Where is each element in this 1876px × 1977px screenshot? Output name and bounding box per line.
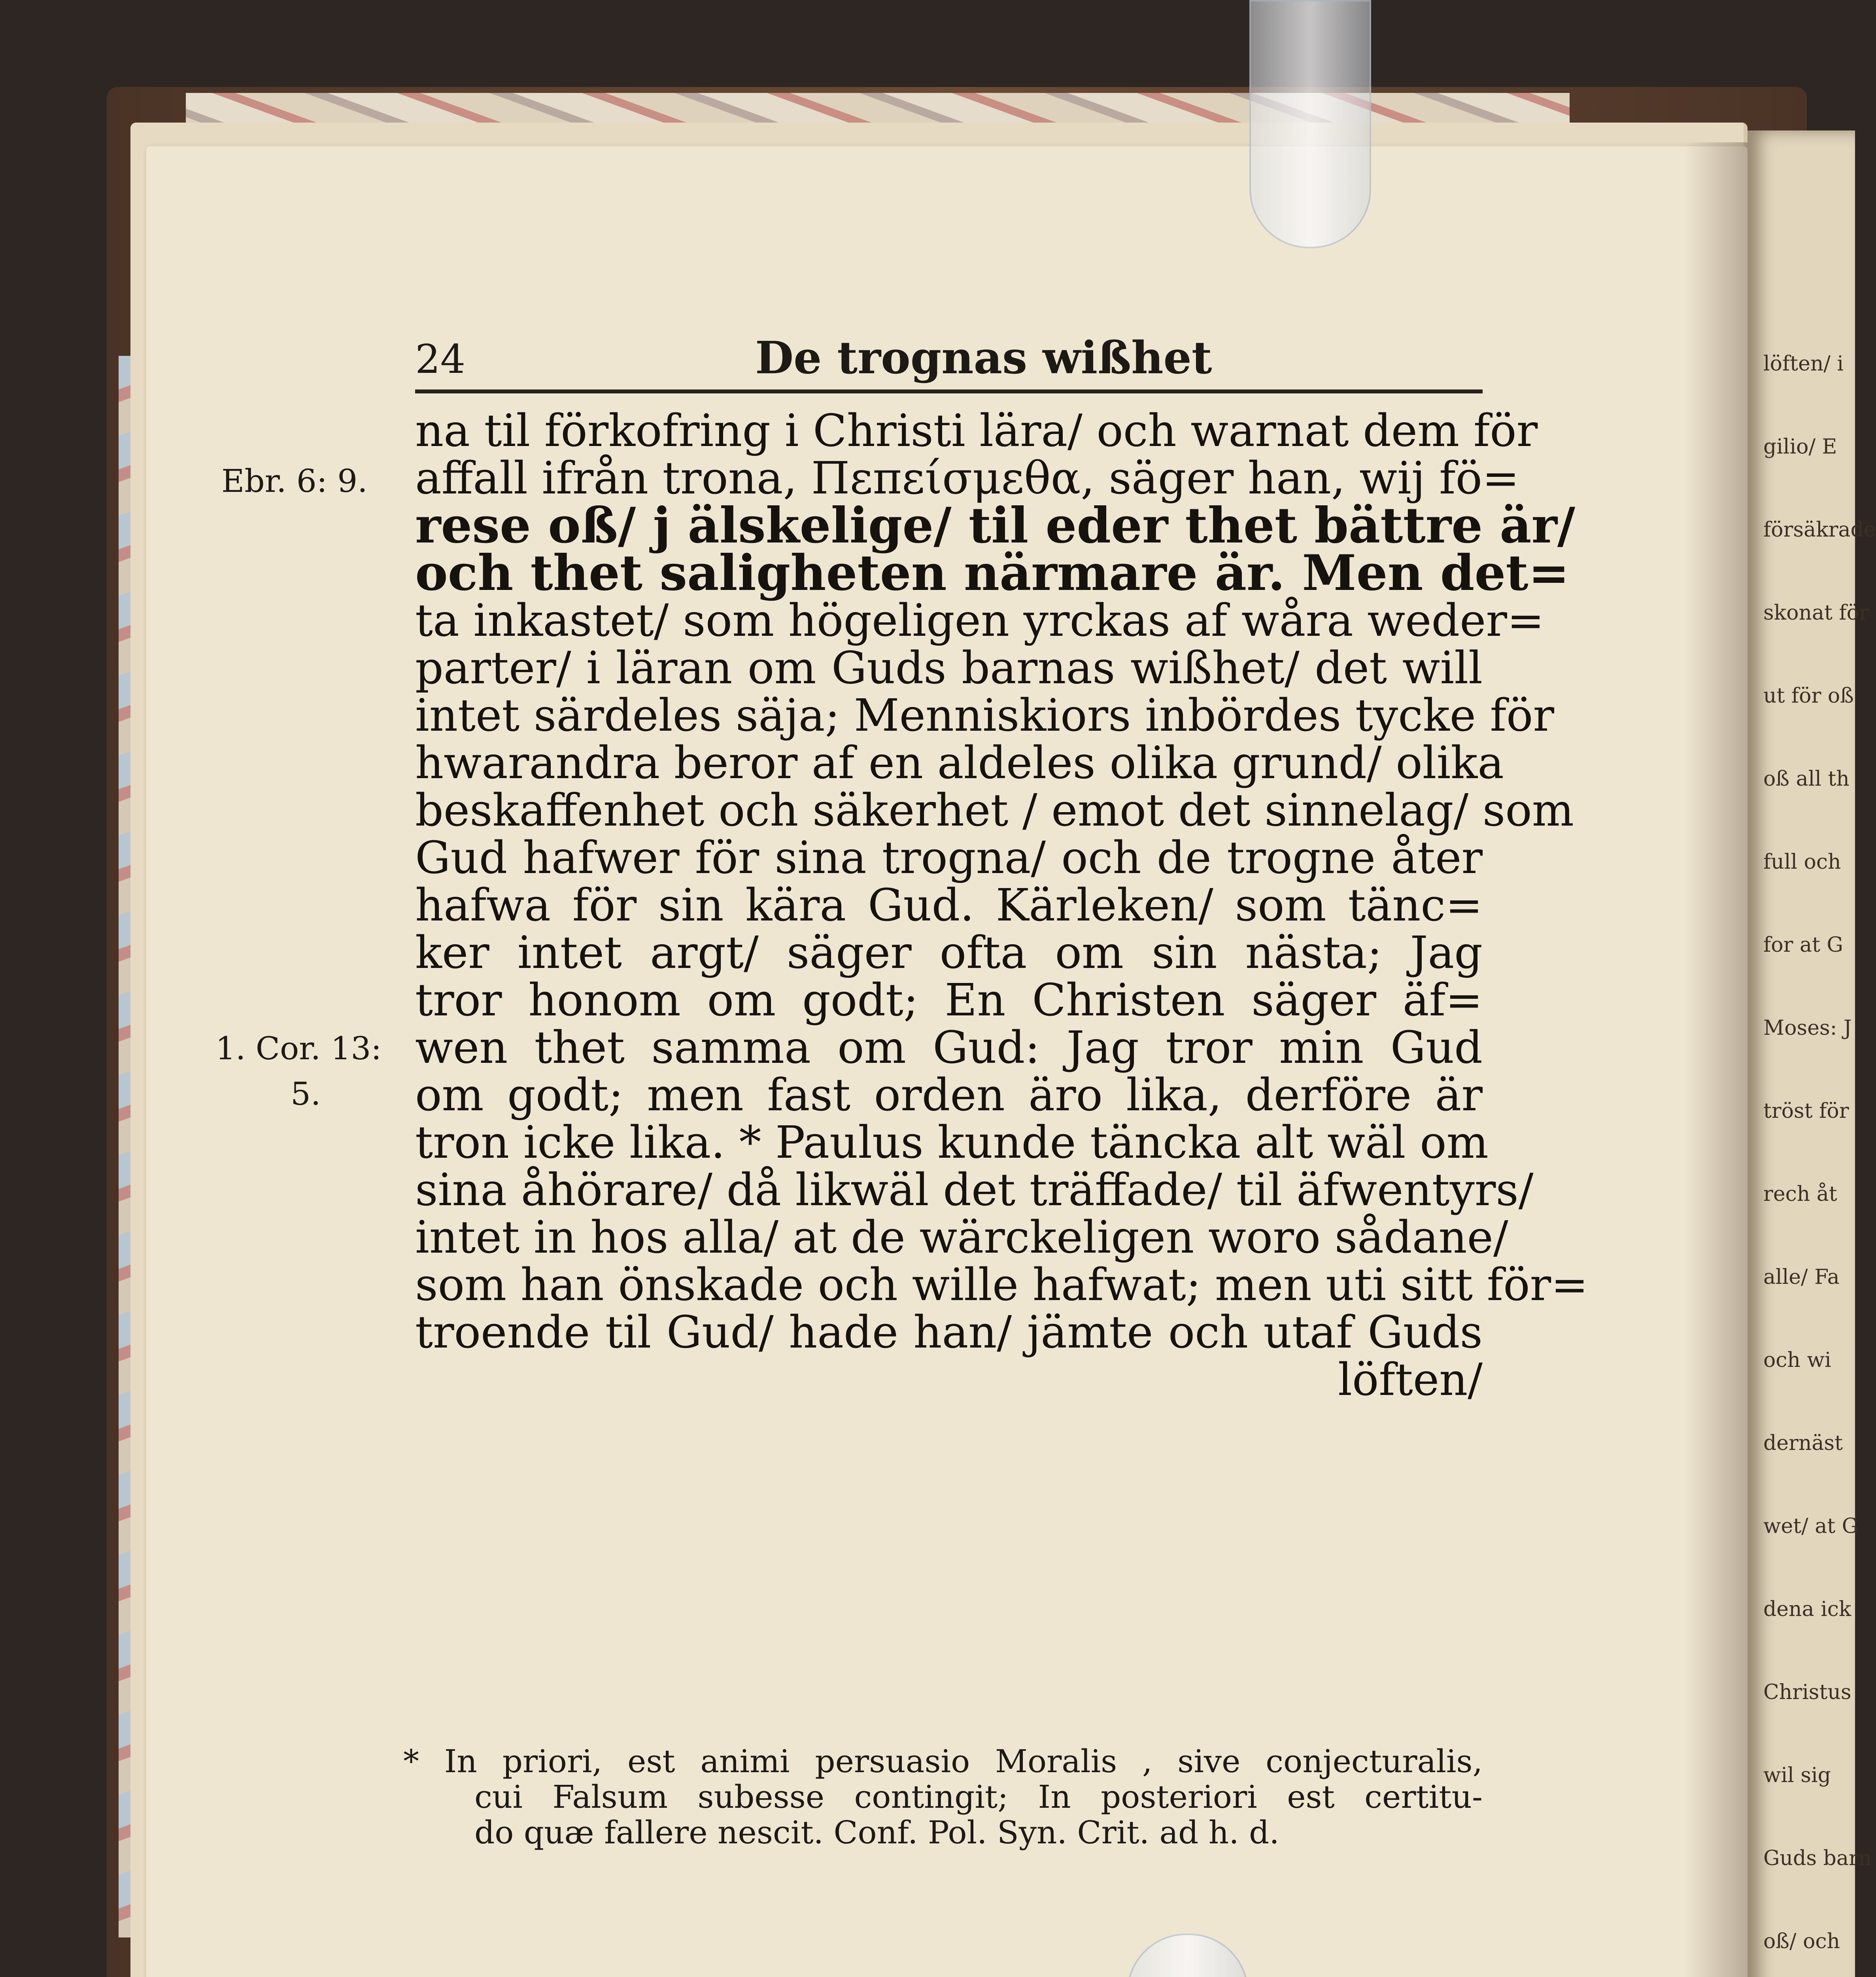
facing-page-fragment: oß all th [1763,767,1850,791]
text-line: rese oß/ j älskelige/ til eder thet bättre är/ [415,497,1576,554]
text-line: wen thet samma om Gud: Jag tror min Gud [415,1022,1483,1074]
text-line: beskaffenhet och säkerhet / emot det sinnelag/ som [415,785,1574,836]
footnote [403,1744,1483,1850]
text-line: parter/ i läran om Guds barnas wißhet/ det will [415,643,1483,694]
running-head: De trognas wißhet [755,332,1212,384]
facing-page-fragment: tröst för [1763,1099,1849,1123]
text-line: hwarandra beror af en aldeles olika grund/ olika [415,737,1504,789]
footnote-line: do quæ fallere nescit. Conf. Pol. Syn. Crit. ad h. d. [474,1814,1279,1851]
facing-page-fragment: for at G [1763,933,1843,957]
facing-page-fragment: rech åt [1763,1182,1837,1206]
facing-page-fragment: dernäst [1763,1431,1843,1455]
margin-note-cor-verse: 5. [291,1075,321,1112]
facing-page-fragment: wil sig [1763,1763,1831,1787]
text-line: intet särdeles säja; Menniskiors inbördes tycke för [415,690,1554,741]
footnote-line: * In priori, est animi persuasio Moralis , sive conjecturalis, [403,1743,1483,1780]
facing-page-fragment: oß/ och [1763,1930,1840,1953]
text-line: hafwa för sin kära Gud. Kärleken/ som tänc= [415,880,1483,931]
facing-page-fragment: Guds barn [1763,1847,1872,1870]
text-line: na til förkofring i Christi lära/ och warnat dem för [415,405,1538,457]
page-number: 24 [415,336,466,382]
text-line: intet in hos alla/ at de wärckeligen woro sådane/ [415,1212,1508,1263]
facing-page-fragment: skonat för [1763,601,1869,625]
gutter-shadow [1684,142,1748,1977]
page-header [415,328,1483,387]
facing-page-fragment: försäkrade [1763,518,1876,542]
facing-page [1748,130,1876,1977]
facing-page-fragment: alle/ Fa [1763,1265,1840,1289]
facing-page-fragment: full och [1763,850,1841,874]
text-line: ta inkastet/ som högeligen yrckas af wåra weder= [415,595,1544,646]
text-line: sina åhörare/ då likwäl det träffade/ til äfwentyrs/ [415,1164,1534,1216]
text-line: tron icke lika. * Paulus kunde täncka alt wäl om [415,1117,1489,1168]
body-text [415,405,1589,1406]
text-line: affall ifrån trona, Πεπείσμεθα, säger han, wij fö= [415,453,1519,504]
margin-note-cor: 1. Cor. 13: [215,1030,382,1067]
facing-page-fragment: Moses: J [1763,1016,1852,1040]
facing-page-fragment: löften/ i [1763,352,1844,376]
page-holder-clip-top [1249,0,1371,248]
text-line: om godt; men fast orden äro lika, derföre är [415,1070,1483,1121]
catchword: löften/ [1338,1354,1483,1406]
text-line: och thet saligheten närmare är. Men det= [415,544,1570,602]
footnote-line: cui Falsum subesse contingit; In posteriori est certitu- [474,1779,1483,1815]
facing-page-fragment: gilio/ E [1763,435,1837,459]
text-line: ker intet argt/ säger ofta om sin nästa; Jag [415,927,1483,979]
header-rule [415,389,1483,393]
facing-page-fragment: wet/ at G [1763,1514,1859,1538]
facing-page-fragment: ut för oß [1763,684,1854,708]
facing-page-fragment: och wi [1763,1348,1831,1372]
facing-page-fragment: Christus [1763,1680,1851,1704]
facing-page-fragment: dena ick [1763,1597,1851,1621]
text-line: Gud hafwer för sina trogna/ och de trogne åter [415,832,1483,884]
margin-note-ebr: Ebr. 6: 9. [221,463,368,499]
text-line: tror honom om godt; En Christen säger äf= [415,975,1483,1026]
text-line: troende til Gud/ hade han/ jämte och utaf Guds [415,1307,1483,1358]
text-line: som han önskade och wille hafwat; men uti sitt för= [415,1259,1589,1311]
